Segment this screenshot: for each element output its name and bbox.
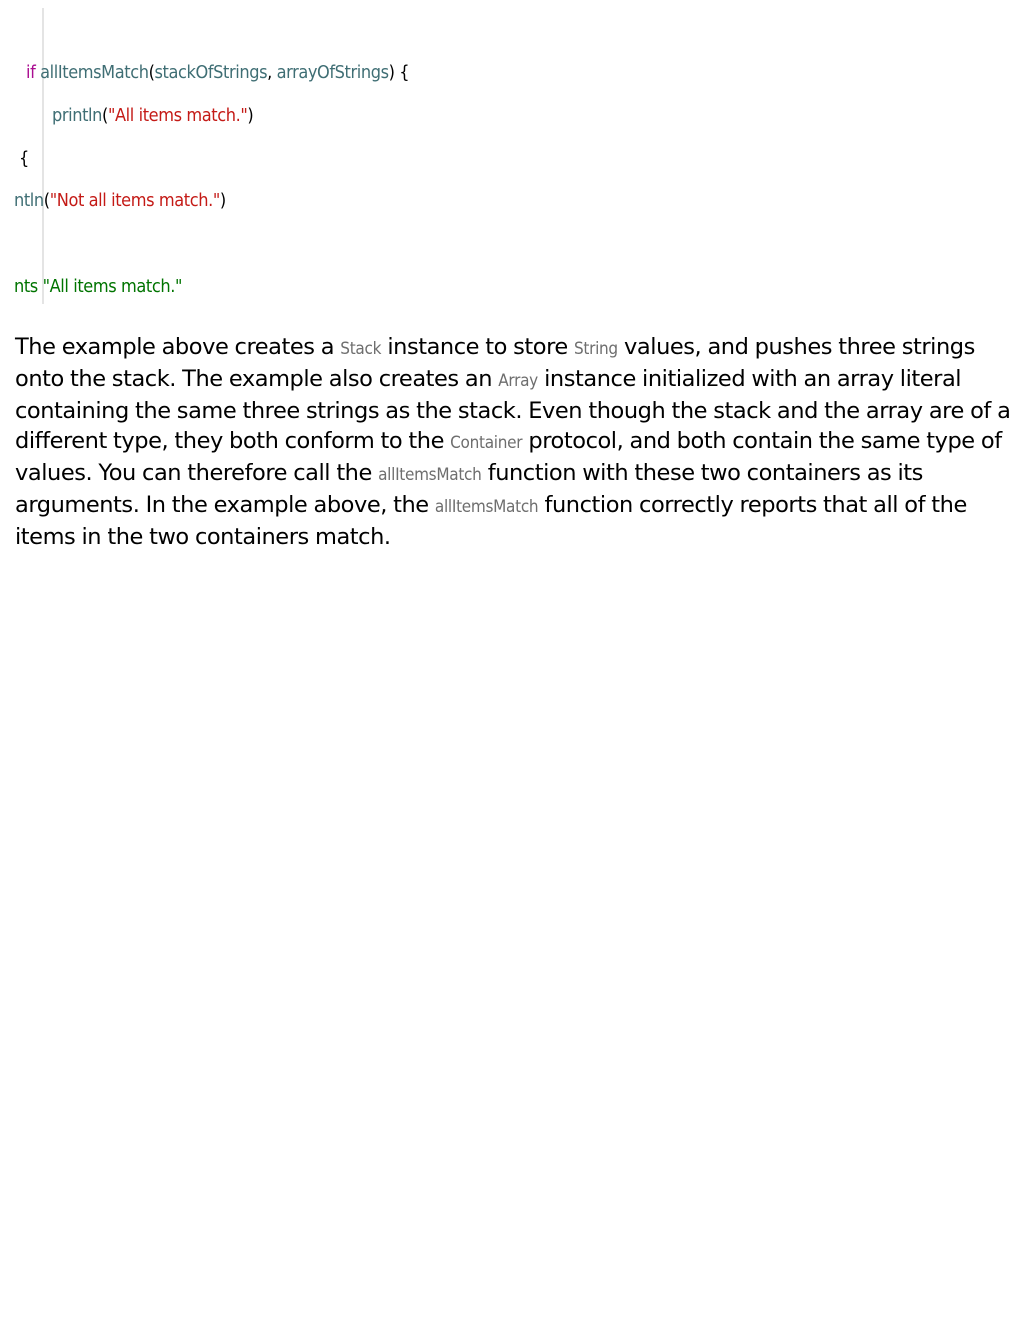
- body-paragraph: [15, 332, 1024, 552]
- code-punct: (: [43, 190, 50, 211]
- code-function-name: println: [52, 105, 103, 126]
- code-function-name: allItemsMatch: [40, 62, 149, 83]
- code-line-brace: [19, 148, 29, 170]
- paragraph-text: values, and pushes three strings onto the stack. The example also creates an: [15, 334, 975, 392]
- code-function-name: ntln: [14, 190, 44, 211]
- paragraph-text: instance to store: [381, 334, 574, 360]
- code-block: [0, 0, 1024, 310]
- code-argument: stackOfStrings: [154, 62, 268, 83]
- code-punct: {: [19, 148, 29, 169]
- code-punct: ): [247, 105, 254, 126]
- paragraph-text: protocol, and both contain the same type of values. You can therefore call the: [15, 428, 1002, 486]
- paragraph-text: function correctly reports that all of the items in the two containers match.: [15, 492, 967, 550]
- inline-code-string: String: [574, 339, 618, 359]
- code-line-if: [26, 62, 409, 84]
- code-comment: nts "All items match.": [14, 276, 183, 297]
- code-gutter-line: [42, 8, 44, 304]
- code-line-println-nomatch: [14, 190, 226, 212]
- code-string: "All items match.": [107, 105, 248, 126]
- inline-code-allitemsmatch: allItemsMatch: [434, 497, 539, 517]
- code-punct: ,: [267, 62, 277, 83]
- code-punct: ) {: [388, 62, 410, 83]
- inline-code-array: Array: [498, 371, 538, 391]
- code-string: "Not all items match.": [49, 190, 220, 211]
- code-keyword: if: [26, 62, 36, 83]
- inline-code-stack: Stack: [340, 339, 382, 359]
- code-punct: (: [148, 62, 155, 83]
- inline-code-allitemsmatch: allItemsMatch: [378, 465, 482, 485]
- code-punct: (: [102, 105, 108, 126]
- code-argument: arrayOfStrings: [276, 62, 389, 83]
- paragraph-text: instance initialized with an array literal containing the same three strings as the stack. Even though the stack and the array are of a different type, they both conform to the: [15, 366, 1011, 454]
- paragraph-text: The example above creates a: [15, 334, 341, 360]
- code-line-comment: [14, 276, 182, 298]
- code-line-println-match: [52, 105, 253, 127]
- code-punct: ): [219, 190, 226, 211]
- inline-code-container: Container: [450, 433, 523, 453]
- paragraph-text: function with these two containers as its arguments. In the example above, the: [15, 460, 923, 518]
